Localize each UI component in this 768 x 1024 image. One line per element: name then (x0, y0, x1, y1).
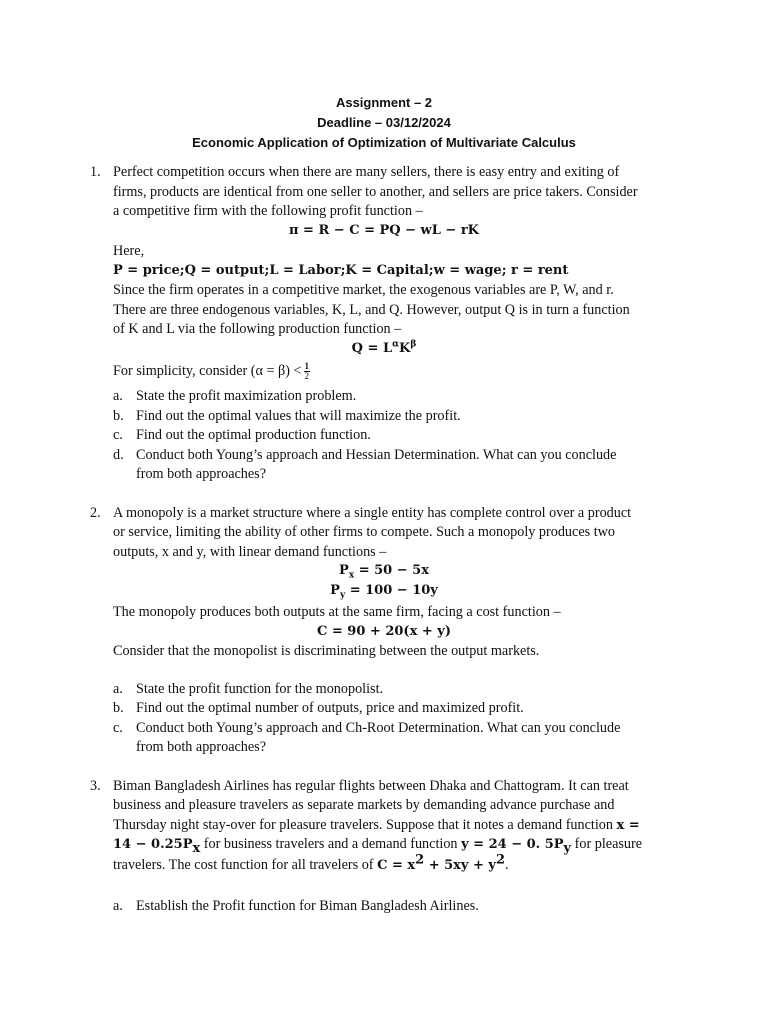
text-line: outputs, x and y, with linear demand functions – (113, 544, 387, 560)
item-label: a. (113, 898, 123, 914)
list-item: State the profit function for the monopolist. (136, 681, 384, 697)
text-line: The monopoly produces both outputs at the same firm, facing a cost function – (113, 604, 561, 620)
list-item: Conduct both Young’s approach and Ch-Root Determination. What can you conclude (136, 720, 621, 736)
item-label: c. (113, 720, 123, 736)
item-label: a. (113, 681, 123, 697)
demand-function-y: $P_y = 100 - 10y$ (330, 583, 438, 601)
list-item: Find out the optimal number of outputs, price and maximized profit. (136, 700, 524, 716)
text-line: Since the firm operates in a competitive market, the exogenous variables are P, W, and r. (113, 282, 614, 298)
list-item: Find out the optimal values that will maximize the profit. (136, 408, 461, 424)
text-line: of K and L via the following production function – (113, 321, 402, 337)
text-line: Perfect competition occurs when there are many sellers, there is easy entry and exiting of (113, 164, 620, 180)
text-line: Consider that the monopolist is discriminating between the output markets. (113, 643, 540, 659)
question-number: 1. (90, 164, 101, 180)
text-line: firms, products are identical from one seller to another, and sellers are price takers. Consider (113, 184, 638, 200)
item-label: a. (113, 388, 123, 404)
text-line: Here, (113, 243, 145, 259)
demand-function-x: $P_x = 50 - 5x$ (339, 563, 429, 581)
item-label: b. (113, 700, 124, 716)
list-item-continuation: from both approaches? (136, 466, 267, 482)
text-line: or service, limiting the ability of other firms to compete. Such a monopoly produces two (113, 524, 615, 540)
list-item: Establish the Profit function for Biman Bangladesh Airlines. (136, 898, 479, 914)
list-item: Conduct both Young’s approach and Hessian Determination. What can you conclude (136, 447, 617, 463)
item-label: c. (113, 427, 123, 443)
text-line: travelers. The cost function for all travelers of $C = x^2 + 5xy + y^2$. (113, 852, 509, 873)
text-line: A monopoly is a market structure where a single entity has complete control over a product (113, 505, 632, 521)
text-line: There are three endogenous variables, K, L, and Q. However, output Q is in turn a function (113, 302, 630, 318)
course-topic: Economic Application of Optimization of Multivariate Calculus (192, 135, 576, 150)
list-item: State the profit maximization problem. (136, 388, 357, 404)
question-number: 2. (90, 505, 101, 521)
deadline: Deadline – 03/12/2024 (317, 115, 451, 130)
text-line: Biman Bangladesh Airlines has regular flights between Dhaka and Chattogram. It can treat (113, 778, 629, 794)
list-item: Find out the optimal production function. (136, 427, 371, 443)
variable-definitions: P = price;Q = output;L = Labor;K = Capital;w = wage; r = rent (113, 263, 569, 278)
item-label: d. (113, 447, 124, 463)
text-line: a competitive firm with the following profit function – (113, 203, 423, 219)
profit-equation: π = R − C = PQ − wL − rK (289, 223, 479, 238)
assignment-title: Assignment – 2 (335, 95, 433, 110)
simplicity-condition: For simplicity, consider (α = β) < $\frac{1}{2}$ (113, 361, 310, 381)
text-line: business and pleasure travelers as separate markets by demanding advance purchase and (113, 797, 615, 813)
text-line: Thursday night stay-over for pleasure travelers. Suppose that it notes a demand function x = (113, 817, 640, 833)
one-half-fraction: $\frac{1}{2}$ (304, 361, 310, 381)
item-label: b. (113, 408, 124, 424)
cost-function: C = 90 + 20(x + y) (317, 624, 451, 639)
production-function: $Q = L^\alpha K^\beta$ (351, 339, 417, 356)
question-number: 3. (90, 778, 101, 794)
text-line: $14 - 0.25P_x$ for business travelers and a demand function y = 24 − 0. $5P_y$ for pleasure (113, 836, 642, 856)
list-item-continuation: from both approaches? (136, 739, 267, 755)
